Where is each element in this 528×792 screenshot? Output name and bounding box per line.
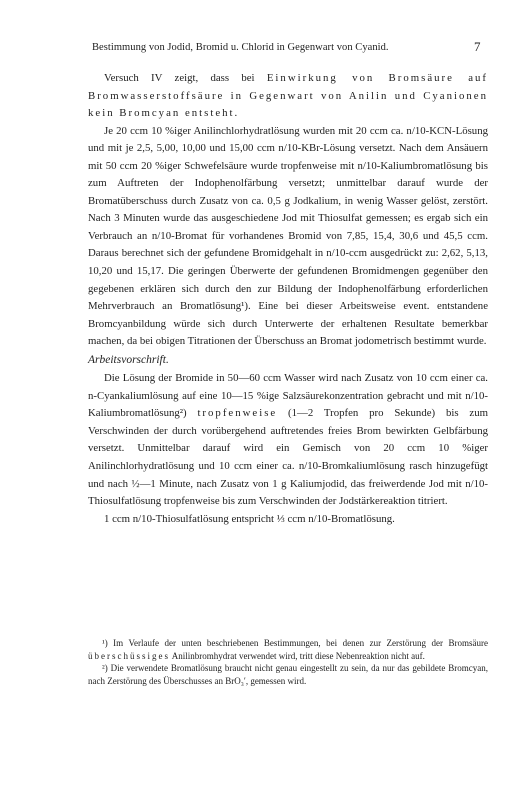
footnote-1-intro: ¹) Im Verlaufe der unten beschriebenen Bestimmungen, bei denen zur Zerstörung der Bromsäure (102, 638, 488, 648)
equivalence-statement: 1 ccm n/10-Thiosulfatlösung entspricht ⅓ ccm n/10-Bromatlösung. (104, 512, 395, 525)
procedure-rest: (1—2 Tropfen pro Sekunde) bis zum Verschwinden der durch vorübergehend auftretendes freies Brom bewirkten Gelbfärbung versetzt. Unmittelbar darauf wird ein Gemisch von 20 ccm 10 %iger Anilinchlorhydratlösung und 10 ccm einer ca. n/10-Bromkaliumlösung rasch hinzugefügt und nach ½—1 Minute, nach Zusatz von 1 g Kaliumjodid, das freiwerdende Jod mit n/10-Thiosulfatlösung tropfenweise bis zum Verschwinden der Jodstärkereaktion titriert. (88, 407, 488, 508)
footnote-2: ²) Die verwendete Bromatlösung braucht nicht genau eingestellt zu sein, da nur das gebildete Bromcyan, nach Zerstörung des Überschusses an BrO₃′, gemessen wird. (88, 663, 488, 686)
page-number: 7 (474, 39, 481, 54)
paragraph-versuch-iv-intro: Versuch IV zeigt, dass bei (104, 72, 267, 84)
footnotes (88, 637, 488, 687)
main-text (88, 70, 488, 528)
footnote-1 (88, 637, 488, 662)
footnote-1-rest: Anilinbromhydrat verwendet wird, tritt diese Nebenreaktion nicht auf. (170, 650, 425, 661)
section-heading-arbeitsvorschrift: Arbeitsvorschrift. (88, 353, 169, 366)
running-header: Bestimmung von Jodid, Bromid u. Chlorid in Gegenwart von Cyanid. (92, 42, 389, 53)
spaced-emphasis-statement: Einwirkung von Bromsäure auf Bromwasserstoffsäure in Gegenwart von Anilin und Cyanionen kein Bromcyan entsteht. (88, 72, 488, 120)
spaced-emphasis-ueberschuessiges: überschüssiges (88, 650, 170, 661)
paragraph-procedure (88, 370, 488, 510)
spaced-emphasis-tropfenweise: tropfenweise (197, 407, 278, 420)
procedure-intro: Die Lösung der Bromide in 50—60 ccm Wasser wird nach Zusatz von 10 ccm einer ca. n-Cyankaliumlösung auf eine 10—15 %ige Salzsäurekonzentration gebracht und mit n/10-Kaliumbromatlösung²) (88, 372, 488, 420)
paragraph-versuch-iv (88, 70, 488, 123)
paragraph-experiment: Je 20 ccm 10 %iger Anilinchlorhydratlösung wurden mit 20 ccm ca. n/10-KCN-Lösung und mit je 2,5, 5,00, 10,00 und 15,00 ccm n/10-KBr-Lösung versetzt. Nach dem Ansäuern mit 50 ccm 20 %iger Schwefelsäure wurde tropfenweise mit n/10-Kaliumbromatlösung bis zum Auftreten der Indophenolfärbung versetzt; unmittelbar darauf wurde der Bromatüberschuss durch Zusatz von ca. 0,5 g Jodkalium, in wenig Wasser gelöst, zerstört. Nach 3 Minuten wurde das ausgeschiedene Jod mit Thiosulfat gemessen; es ergab sich ein Verbrauch an n/10-Bromat für vorhandenes Bromid von 7,85, 15,4, 30,6 und 45,5 ccm. Daraus berechnet sich der gefundene Bromidgehalt in n/10-ccm ausgedrückt zu: 2,62, 5,13, 10,20 und 15,17. Die geringen Überwerte der gefundenen Bromidmengen gegenüber den gegebenen erklären sich durch den zur Bildung der Indophenolfärbung erforderlichen Mehrverbrauch an Bromatlösung¹). Eine bei dieser Arbeitsweise event. entstandene Bromcyanbildung würde sich durch Unterwerte der erhaltenen Resultate bemerkbar machen, da bei obigen Titrationen der Überschuss an Bromat jodometrisch bestimmt wurde. (88, 124, 488, 348)
